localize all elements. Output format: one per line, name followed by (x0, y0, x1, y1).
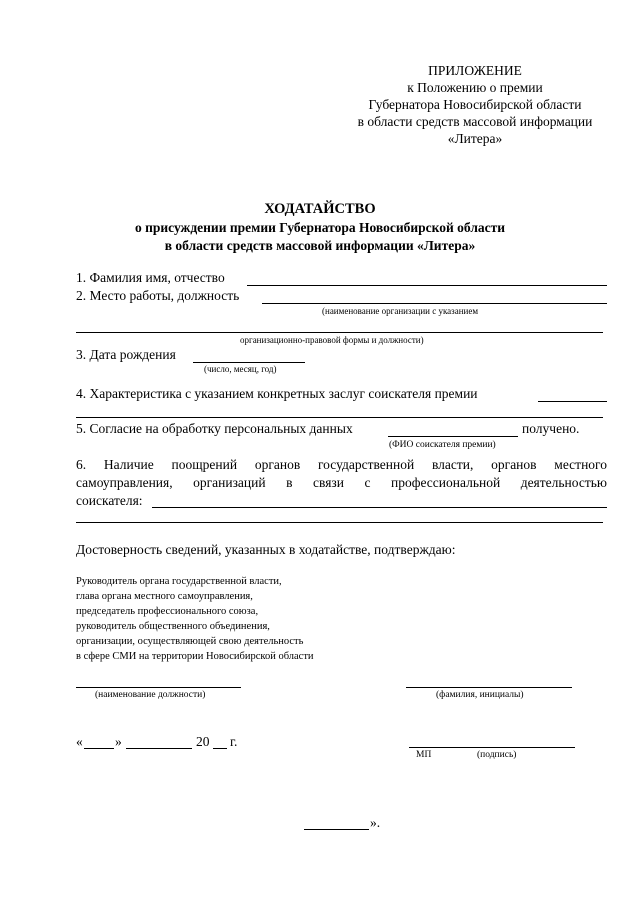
field-merits-line-2[interactable] (76, 417, 603, 418)
document-subtitle: в области средств массовой информации «Литера» (164, 238, 476, 253)
list-item: организации, осуществляющей свою деятельность (76, 636, 304, 647)
signature-line[interactable] (409, 747, 575, 748)
field-awards-line-2[interactable] (76, 522, 603, 523)
field-consent-hint: (ФИО соискателя премии) (389, 440, 496, 450)
signature-hint: (подпись) (477, 750, 517, 760)
list-item: Руководитель органа государственной власти, (76, 576, 282, 587)
date-year-line[interactable] (213, 748, 227, 749)
appendix-line: в области средств массовой информации (357, 114, 593, 129)
appendix-header (330, 62, 620, 147)
field-fullname-line[interactable] (247, 285, 607, 286)
field-fullname-label: 1. Фамилия имя, отчество (76, 270, 225, 285)
list-item: руководитель общественного объединения, (76, 621, 270, 632)
field-birthdate-line[interactable] (193, 362, 305, 363)
confirmation-text: Достоверность сведений, указанных в ходатайстве, подтверждаю: (76, 542, 456, 557)
signatory-list (76, 574, 314, 664)
footer-line[interactable] (304, 829, 369, 830)
field-workplace-hint: (наименование организации с указанием (322, 306, 479, 316)
name-hint: (фамилия, инициалы) (436, 690, 524, 700)
field-merits-line[interactable] (538, 401, 607, 402)
appendix-line: «Литера» (447, 131, 503, 146)
field-consent-suffix: получено. (522, 421, 580, 436)
stamp-label: МП (416, 750, 432, 760)
appendix-line: к Положению о премии (407, 80, 543, 95)
document-title: ХОДАТАЙСТВО (264, 201, 376, 217)
appendix-line: Губернатора Новосибирской области (368, 97, 582, 112)
date-year-suffix: г. (230, 734, 238, 749)
date-day-line[interactable] (84, 748, 114, 749)
field-awards-text: 6. Наличие поощрений органов государственной власти, органов местного (76, 457, 607, 472)
field-awards-line[interactable] (152, 507, 607, 508)
name-line[interactable] (406, 687, 572, 688)
footer-quote: ». (370, 815, 381, 830)
field-birthdate-label: 3. Дата рождения (76, 347, 176, 362)
field-workplace-line[interactable] (262, 303, 607, 304)
list-item: председатель профессионального союза, (76, 606, 259, 617)
position-hint: (наименование должности) (95, 690, 206, 700)
field-consent-label: 5. Согласие на обработку персональных данных (76, 421, 353, 436)
field-awards-text: соискателя: (76, 493, 143, 508)
list-item: в сфере СМИ на территории Новосибирской области (76, 651, 314, 662)
date-year-prefix: 20 (196, 734, 210, 749)
list-item: глава органа местного самоуправления, (76, 591, 253, 602)
document-subtitle: о присуждении премии Губернатора Новосибирской области (134, 220, 506, 235)
position-line[interactable] (76, 687, 241, 688)
field-awards-text: самоуправления, организаций в связи с профессиональной деятельностью (76, 475, 607, 490)
field-consent-line[interactable] (388, 436, 518, 437)
field-birthdate-hint: (число, месяц, год) (204, 364, 277, 374)
field-merits-label: 4. Характеристика с указанием конкретных заслуг соискателя премии (76, 386, 478, 401)
appendix-title: ПРИЛОЖЕНИЕ (428, 63, 522, 78)
field-workplace-line-2[interactable] (76, 332, 603, 333)
field-workplace-label: 2. Место работы, должность (76, 288, 240, 303)
date-close-quote: » (115, 734, 122, 749)
field-workplace-hint-2: организационно-правовой формы и должности) (240, 335, 424, 345)
date-month-line[interactable] (126, 748, 192, 749)
date-open-quote: « (76, 734, 83, 749)
